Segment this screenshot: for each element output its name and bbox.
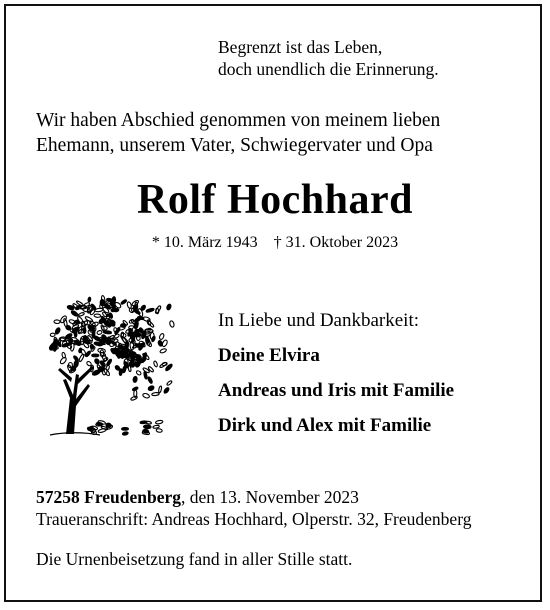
deceased-name: Rolf Hochhard	[136, 177, 413, 223]
mourner-2: Andreas und Iris mit Familie	[218, 380, 455, 401]
mourning-address: Traueranschrift: Andreas Hochhard, Olperstr. 32, Freudenberg	[36, 509, 472, 529]
place-date-line	[36, 486, 471, 508]
tree-with-falling-leaves-icon	[30, 282, 180, 442]
motto-line-1: Begrenzt ist das Leben,	[218, 37, 383, 57]
motto	[218, 36, 439, 80]
burial-note: Die Urnenbeisetzung fand in aller Stille statt.	[36, 549, 353, 569]
footer	[36, 486, 471, 530]
mourners-intro: In Liebe und Dankbarkeit:	[218, 310, 420, 331]
place: 57258 Freudenberg	[36, 487, 182, 507]
date: , den 13. November 2023	[181, 487, 359, 507]
mourner-1: Deine Elvira	[218, 345, 320, 366]
life-dates	[0, 234, 550, 252]
birth-date: * 10. März 1943	[151, 234, 258, 251]
death-date: † 31. Oktober 2023	[273, 234, 399, 251]
intro-line-1: Wir haben Abschied genommen von meinem lieben	[36, 110, 441, 131]
mourner-3: Dirk und Alex mit Familie	[218, 415, 432, 436]
motto-line-2: doch unendlich die Erinnerung.	[218, 59, 439, 79]
intro-line-2: Ehemann, unserem Vater, Schwiegervater und Opa	[36, 135, 433, 156]
intro-text	[36, 108, 440, 158]
